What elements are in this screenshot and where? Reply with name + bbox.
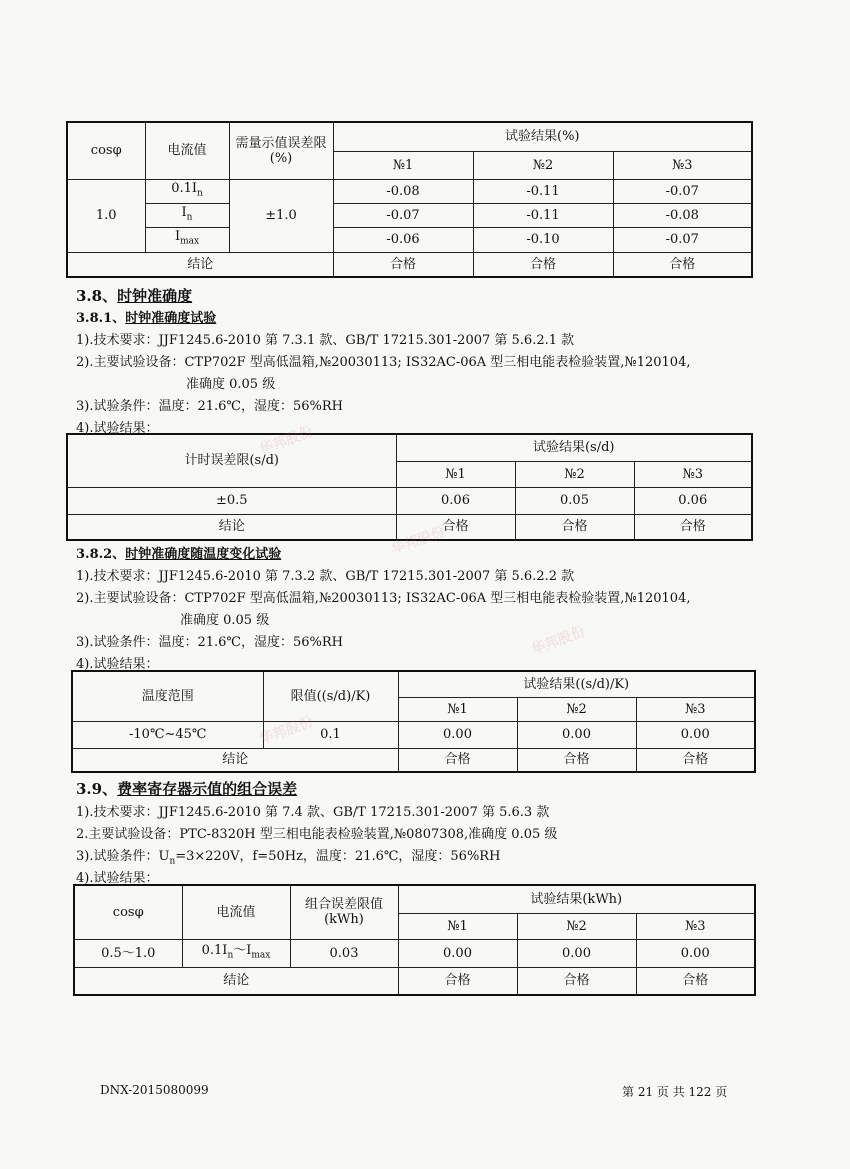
rate-register-table-wrap [73, 884, 754, 996]
result-cell: 0.00 [636, 721, 755, 748]
result-cell: -0.08 [613, 203, 752, 227]
header-range: 温度范围 [72, 671, 263, 721]
current-cell: $I_{max}$ [145, 227, 229, 252]
clock-accuracy-table [66, 433, 753, 541]
demand-error-table-wrap [66, 121, 751, 278]
header-limit: 计时误差限(s/d) [67, 434, 396, 487]
test-equipment: 2).主要试验设备：CTP702F 型高低温箱,№20030113; IS32AC-06A 型三相电能表检验装置,№120104, [76, 355, 691, 370]
demand-error-table [66, 121, 753, 278]
limit-value: 0.03 [290, 939, 398, 967]
conclusion-cell: 合格 [613, 252, 752, 277]
section-3-8-heading: 3.8、时钟准确度 [76, 287, 193, 305]
limit-value: ±0.5 [67, 487, 396, 514]
cos-value: 1.0 [67, 179, 145, 252]
current-cell: $I_n$ [145, 203, 229, 227]
result-cell: -0.07 [613, 179, 752, 203]
range-value: -10℃~45℃ [72, 721, 263, 748]
report-number: DNX-2015080099 [100, 1083, 209, 1097]
current-cell: $0.1I_n$ [145, 179, 229, 203]
header-no3: №3 [634, 461, 752, 487]
conclusion-cell: 合格 [517, 748, 636, 772]
conclusion-cell: 合格 [473, 252, 613, 277]
limit-value: 0.1 [263, 721, 398, 748]
section-3-9-heading: 3.9、费率寄存器示值的组合误差 [76, 780, 298, 798]
test-conditions: 3).试验条件：温度：21.6℃，湿度：56%RH [76, 635, 343, 650]
header-no1: №1 [398, 697, 517, 721]
header-current: 电流值 [182, 885, 290, 939]
header-no3: №3 [613, 151, 752, 179]
limit-value: ±1.0 [229, 179, 333, 252]
current-value: $0.1I_n\sim I_{max}$ [182, 939, 290, 967]
tech-requirement: 1).技术要求：JJF1245.6-2010 第 7.3.1 款、GB/T 17215.301-2007 第 5.6.2.1 款 [76, 333, 575, 348]
rate-register-table [73, 884, 756, 996]
header-limit: 限值((s/d)/K) [263, 671, 398, 721]
watermark: 华邦股份 [257, 713, 316, 749]
header-limit: 组合误差限值(kWh) [290, 885, 398, 939]
conclusion-cell: 合格 [333, 252, 473, 277]
test-equipment: 2).主要试验设备：CTP702F 型高低温箱,№20030113; IS32AC-06A 型三相电能表检验装置,№120104, [76, 591, 691, 606]
result-cell: 0.06 [396, 487, 515, 514]
test-conditions: 3).试验条件：温度：21.6℃，湿度：56%RH [76, 399, 343, 414]
conclusion-cell: 合格 [636, 967, 755, 995]
result-cell: -0.06 [333, 227, 473, 252]
watermark: 华邦股份 [389, 523, 448, 559]
conclusion-cell: 合格 [396, 514, 515, 540]
test-results-label: 4).试验结果： [76, 871, 159, 886]
result-cell: 0.06 [634, 487, 752, 514]
header-no2: №2 [517, 697, 636, 721]
test-equipment-accuracy: 准确度 0.05 级 [180, 613, 270, 628]
header-no2: №2 [517, 913, 636, 939]
result-cell: -0.11 [473, 203, 613, 227]
header-no1: №1 [333, 151, 473, 179]
header-result: 试验结果(%) [333, 122, 752, 151]
result-cell: -0.08 [333, 179, 473, 203]
watermark: 华邦股份 [529, 623, 588, 659]
header-no3: №3 [636, 913, 755, 939]
result-cell: -0.07 [613, 227, 752, 252]
conclusion-label: 结论 [67, 252, 333, 277]
section-3-8-1-heading: 3.8.1、时钟准确度试验 [76, 311, 217, 326]
result-cell: -0.11 [473, 179, 613, 203]
result-cell: 0.00 [636, 939, 755, 967]
conclusion-label: 结论 [67, 514, 396, 540]
result-cell: 0.00 [398, 721, 517, 748]
conclusion-cell: 合格 [636, 748, 755, 772]
section-3-8-2-heading: 3.8.2、时钟准确度随温度变化试验 [76, 547, 282, 562]
header-result: 试验结果((s/d)/K) [398, 671, 755, 697]
clock-temp-table [71, 670, 756, 773]
result-cell: -0.10 [473, 227, 613, 252]
header-result: 试验结果(s/d) [396, 434, 752, 461]
conclusion-cell: 合格 [398, 967, 517, 995]
result-cell: 0.00 [517, 939, 636, 967]
header-no2: №2 [473, 151, 613, 179]
header-cos: cosφ [67, 122, 145, 179]
tech-requirement: 1).技术要求：JJF1245.6-2010 第 7.4 款、GB/T 17215.301-2007 第 5.6.3 款 [76, 805, 550, 820]
conclusion-cell: 合格 [517, 967, 636, 995]
result-cell: 0.00 [398, 939, 517, 967]
result-cell: -0.07 [333, 203, 473, 227]
header-no2: №2 [515, 461, 634, 487]
clock-temp-table-wrap [71, 670, 754, 773]
conclusion-cell: 合格 [398, 748, 517, 772]
conclusion-label: 结论 [74, 967, 398, 995]
watermark: 华邦股份 [257, 423, 316, 459]
header-no1: №1 [398, 913, 517, 939]
page-number: 第 21 页 共 122 页 [622, 1085, 728, 1099]
conclusion-cell: 合格 [515, 514, 634, 540]
result-cell: 0.00 [517, 721, 636, 748]
header-cos: cosφ [74, 885, 182, 939]
clock-accuracy-table-wrap [66, 433, 751, 541]
tech-requirement: 1).技术要求：JJF1245.6-2010 第 7.3.2 款、GB/T 17215.301-2007 第 5.6.2.2 款 [76, 569, 575, 584]
header-result: 试验结果(kWh) [398, 885, 755, 913]
header-no3: №3 [636, 697, 755, 721]
conclusion-cell: 合格 [634, 514, 752, 540]
test-conditions: 3).试验条件：$U_n=3\times 220V$，f=50Hz，温度：21.6℃，湿度：56%RH [76, 849, 501, 867]
test-equipment-accuracy: 准确度 0.05 级 [186, 377, 276, 392]
test-results-label: 4).试验结果： [76, 421, 159, 436]
conclusion-label: 结论 [72, 748, 398, 772]
cos-value: 0.5～1.0 [74, 939, 182, 967]
result-cell: 0.05 [515, 487, 634, 514]
test-equipment: 2.主要试验设备：PTC-8320H 型三相电能表检验装置,№0807308,准确度 0.05 级 [76, 827, 558, 842]
test-results-label: 4).试验结果： [76, 657, 159, 672]
header-limit: 需量示值误差限(%) [229, 122, 333, 179]
header-current: 电流值 [145, 122, 229, 179]
header-no1: №1 [396, 461, 515, 487]
